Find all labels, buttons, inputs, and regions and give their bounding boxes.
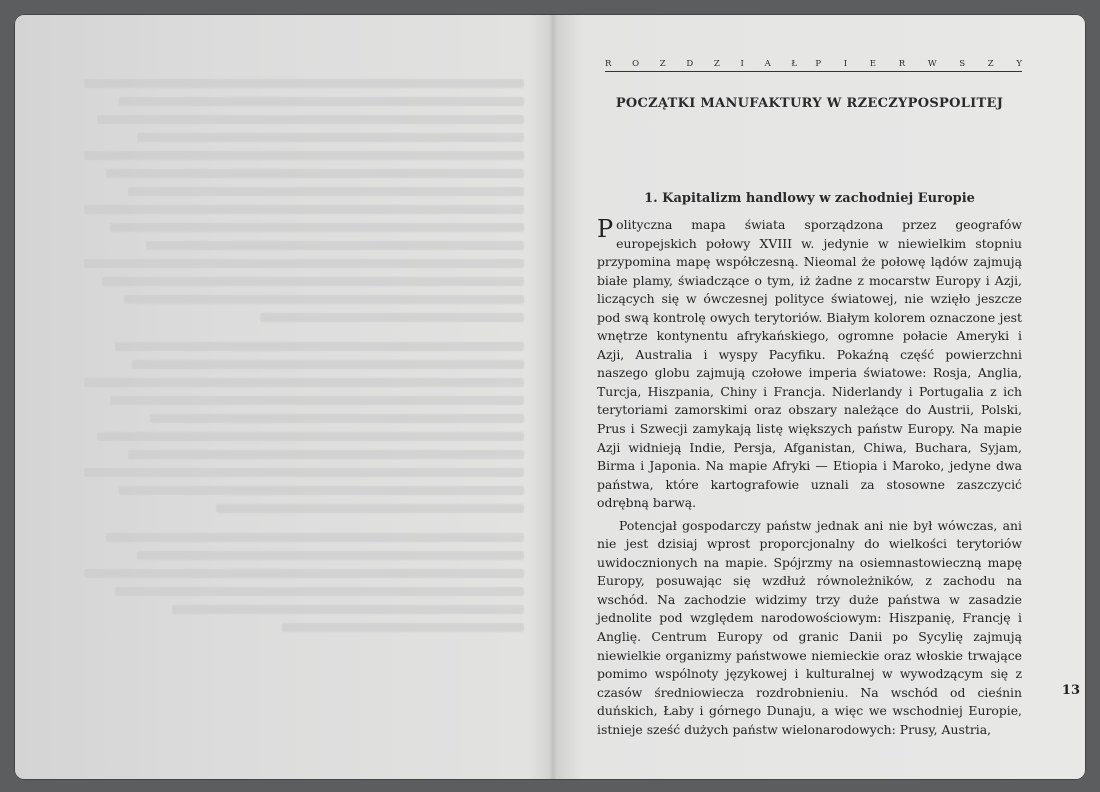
body-text (597, 216, 1022, 739)
section-title: 1. Kapitalizm handlowy w zachodniej Europie (644, 191, 975, 206)
paragraph-2: Potencjał gospodarczy państw jednak ani nie był wówczas, ani nie jest dzisiaj wprost proporcjonalny do wielkości terytoriów uwidocznionych na mapie. Spójrzmy na osiemnastowieczną mapę Europy, posuwając się wzdłuż równoleżników, z zachodu na wschód. Na zachodzie widzimy trzy duże państwa w zasadzie jednolite pod względem narodowościowym: Hiszpanię, Francję i Anglię. Centrum Europy od granic Danii po Sycylię zajmują niewielkie organizmy państwowe niemieckie oraz włoskie trwające pomimo wspólnoty językowej i kulturalnej w wywodzącym się z czasów średniowiecza rozdrobnieniu. Na wschód od cieśnin duńskich, Łaby i górnego Dunaju, a więc we wschodniej Europie, istnieje sześć dużych państw wielonarodowych: Prusy, Austria, (597, 517, 1022, 737)
page-number: 13 (1061, 683, 1080, 698)
left-page-bleed-through (14, 14, 550, 780)
chapter-title: POCZĄTKI MANUFAKTURY W RZECZYPOSPOLITEJ (615, 96, 1004, 111)
running-head-right: P I E R W S Z Y (815, 59, 1032, 69)
bleed-through-text (84, 70, 524, 641)
drop-cap: P (597, 215, 614, 243)
book-gutter (549, 14, 557, 780)
paragraph-1-text: olityczna mapa świata sporządzona przez geografów europejskich połowy XVIII w. jedynie w niewielkim stopniu przypomina mapę współczesną. Nieomal że połowę lądów zajmują białe plamy, świadczące o tym, iż żadne z mocarstw Europy i Azji, liczących się w ówczesnej polityce światowej, nie wzięło jeszcze pod swą kontrolę owych terytoriów. Białym kolorem oznaczone jest wnętrze kontynentu afrykańskiego, ogromne połacie Ameryki i Azji, Australia i wyspy Pacyfiku. Pokaźną część powierzchni naszego globu zajmują czołowe imperia światowe: Rosja, Anglia, Turcja, Hiszpania, Chiny i Francja. Niderlandy i Portugalia z ich terytoriami zamorskimi oraz obszary należące do Austrii, Polski, Prus i Szwecji zamykają listę większych państw Europy. Na mapie Azji widnieją Indie, Persja, Afganistan, Chiwa, Buchara, Syjam, Birma i Japonia. Na mapie Afryki — Etiopia i Maroko, jedyne dwa państwa, które kartografowie uznali za stosowne zaszczycić odrębną barwą. (597, 217, 1022, 511)
right-page (597, 59, 1032, 739)
book-spread (14, 14, 1086, 780)
running-head-left: R O Z D Z I A Ł (605, 59, 807, 69)
running-head (605, 59, 1032, 72)
paragraph-1 (597, 216, 1022, 513)
